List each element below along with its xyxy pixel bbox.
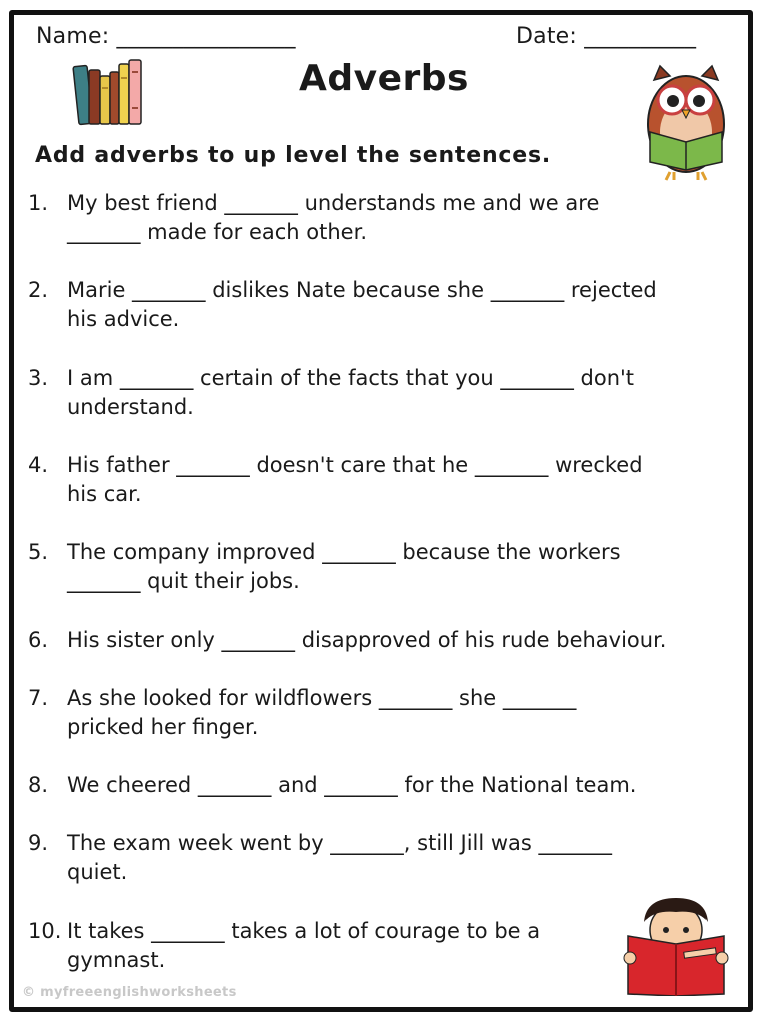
- question-number: 3.: [28, 366, 49, 390]
- question-number: 10.: [28, 919, 62, 943]
- question-number: 2.: [28, 278, 49, 302]
- question-text: The exam week went by _______, still Jill was _______: [67, 831, 613, 855]
- question-number: 7.: [28, 686, 49, 710]
- child-reading-icon: [622, 896, 730, 996]
- question-text: The company improved _______ because the workers: [67, 540, 621, 564]
- question-text: his car.: [67, 482, 142, 506]
- question-text: quiet.: [67, 860, 128, 884]
- question-text: pricked her finger.: [67, 715, 259, 739]
- question-text: My best friend _______ understands me and we are: [67, 191, 600, 215]
- question-text: _______ made for each other.: [67, 220, 367, 244]
- question-number: 4.: [28, 453, 49, 477]
- question-number: 5.: [28, 540, 49, 564]
- question-text: his advice.: [67, 307, 180, 331]
- watermark: © myfreeenglishworksheets: [22, 985, 237, 1000]
- question-number: 9.: [28, 831, 49, 855]
- question-text: Marie _______ dislikes Nate because she _______ rejected: [67, 278, 657, 302]
- question-text: His father _______ doesn't care that he _______ wrecked: [67, 453, 643, 477]
- question-text: His sister only _______ disapproved of his rude behaviour.: [67, 628, 667, 652]
- question-number: 8.: [28, 773, 49, 797]
- question-text: understand.: [67, 395, 194, 419]
- question-text: It takes _______ takes a lot of courage to be a: [67, 919, 541, 943]
- question-number: 1.: [28, 191, 49, 215]
- instruction-text: Add adverbs to up level the sentences.: [35, 143, 552, 168]
- books-icon: [72, 58, 152, 128]
- question-text: gymnast.: [67, 948, 166, 972]
- question-text: _______ quit their jobs.: [67, 569, 300, 593]
- question-number: 6.: [28, 628, 49, 652]
- page-title: Adverbs: [299, 58, 469, 99]
- question-text: As she looked for wildflowers _______ she _______: [67, 686, 577, 710]
- question-text: We cheered _______ and _______ for the National team.: [67, 773, 637, 797]
- date-field-label: Date: __________: [516, 24, 697, 49]
- owl-reading-icon: [640, 62, 732, 182]
- name-field-label: Name: ________________: [36, 24, 296, 49]
- question-text: I am _______ certain of the facts that you _______ don't: [67, 366, 635, 390]
